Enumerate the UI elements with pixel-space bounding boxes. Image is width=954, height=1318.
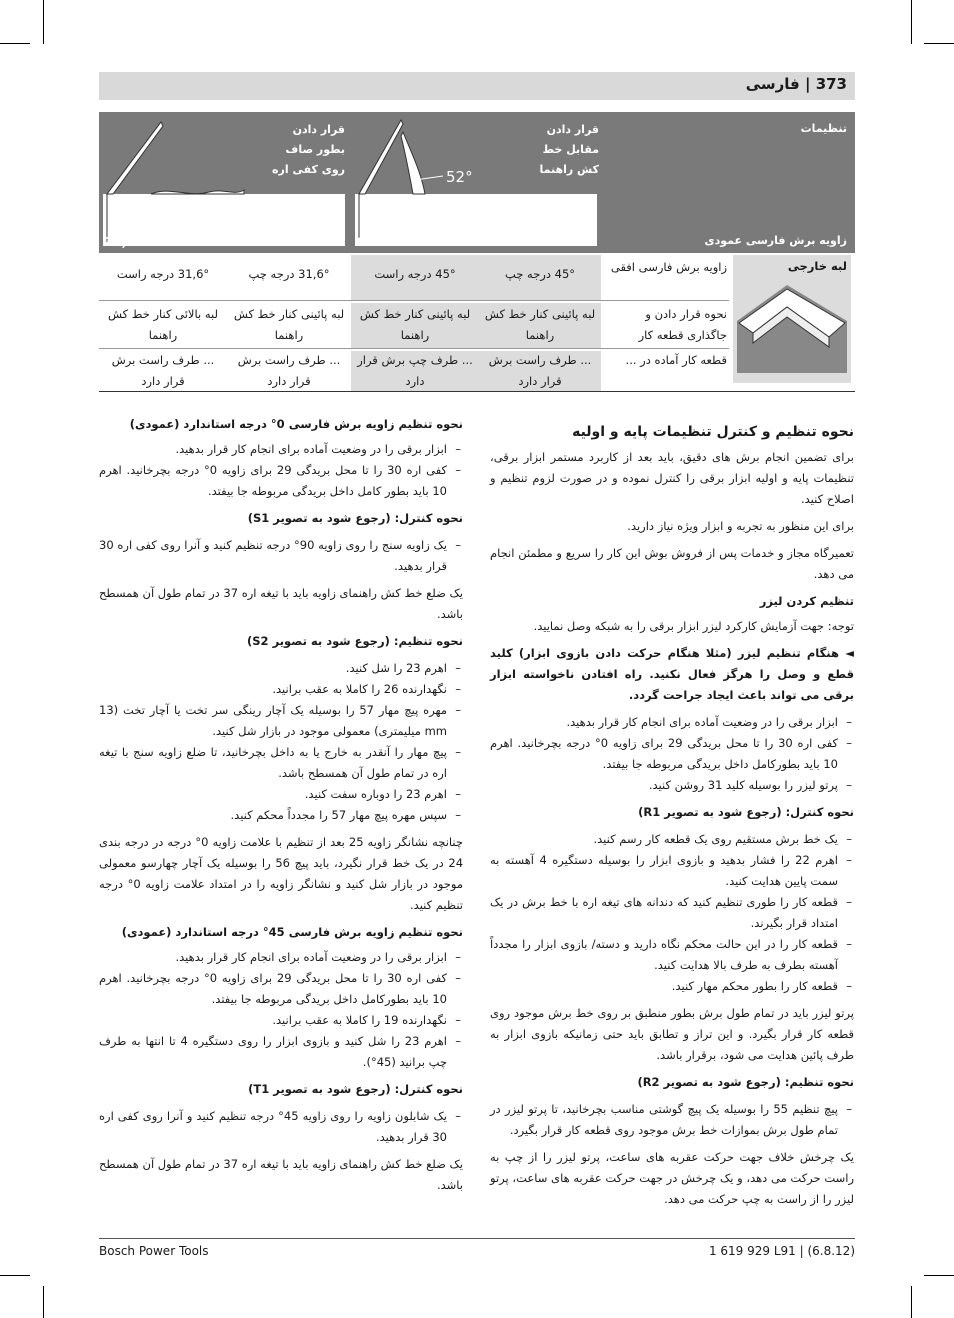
list-item: – اهرم 23 را شل کنید.: [99, 658, 447, 679]
list-item: – پرتو لیزر را بوسیله کلید 31 روشن کنید.: [490, 775, 838, 796]
note-paragraph: توجه: جهت آزمایش کارکرد لیزر ابزار برقی را به شبکه وصل نمایید.: [533, 619, 854, 633]
cell-placement-3: لبه پائینی کنار خط کش راهنما: [233, 307, 345, 342]
subheading: نحوه کنترل: (رجوع شود به تصویر T1): [248, 1082, 463, 1096]
subheading: نحوه تنظیم: (رجوع شود به تصویر S2): [247, 634, 463, 648]
section-title-laser: تنظیم کردن لیزر: [759, 594, 854, 608]
paragraph: برای این منظور به تجربه و ابزار ویژه نیاز دارید.: [627, 519, 854, 533]
outer-edge-label: لبه خارجی: [787, 259, 847, 273]
right-column: [490, 422, 854, 1216]
section-title-check-settings: نحوه تنظیم و کنترل تنظیمات پایه و اولیه: [572, 424, 854, 440]
figure-flat-label-line: روی کفی اره: [272, 163, 345, 176]
crop-mark: [911, 1286, 912, 1318]
paragraph: تعمیرگاه مجاز و خدمات پس از فروش بوش این کار را سریع و مطمئن انجام می دهد.: [490, 546, 854, 581]
crop-mark: [0, 43, 30, 44]
cell-31-right: 31,6° درجه راست: [116, 267, 210, 281]
left-column: [99, 414, 463, 1202]
subheading: نحوه تنظیم: (رجوع شود به تصویر R2): [637, 1075, 854, 1089]
list-item: – قطعه کار را در این حالت محکم نگاه دارید و دسته/ بازوی ابزار را مجدداً آهسته بطرف به طرف بالا هدایت کنید.: [490, 934, 838, 976]
paragraph: برای تضمین انجام برش های دقیق، باید بعد از کاربرد مستمر ابزار برقی، تنظیمات پایه و اولیه ابزار برقی را کنترل نموده و در صورت لزوم تنظیم و اصلاح کنید.: [490, 450, 854, 506]
crop-mark: [43, 1286, 44, 1318]
list-item: – اهرم 23 را شل کنید و بازوی ابزار را روی دستگیره 4 تا انتها به طرف چپ برانید (45°).: [99, 1031, 447, 1073]
list-item: – یک شابلون زاویه را روی زاویه 45° درجه تنظیم کنید و آنرا روی کفی اره 30 قرار بدهید.: [99, 1106, 447, 1148]
step-list: [99, 658, 463, 826]
footer-rule: [99, 1238, 855, 1239]
outer-edge-illustration: [733, 277, 851, 377]
figure-fence-label-line: مقابل خط: [542, 143, 599, 156]
list-item: – قطعه کار را طوری تنظیم کنید که دندانه های تیغه اره با خط برش در یک امتداد قرار بگیرند.: [490, 892, 838, 934]
list-item: – نگهدارنده 26 را کاملا به عقب برانید.: [99, 679, 447, 700]
figure-fence-label-line: قرار دادن: [546, 123, 599, 136]
row-horizontal-miter-label: زاویه برش فارسی افقی: [610, 260, 727, 274]
list-item: – پیچ تنظیم 55 را بوسیله یک پیچ گوشتی مناسب بچرخانید، تا پرتو لیزر در تمام طول برش بموازات خط برش موجود روی قطعه کار قرار بگیرد.: [490, 1099, 838, 1141]
warning-paragraph: ◄ هنگام تنظیم لیزر (مثلا هنگام حرکت دادن بازوی ابزار) کلید قطع و وصل را هرگز فعال نکنید. راه افتادن ناخواسته ابزار برقی می تواند باعث ایجاد جراحت گردد.: [490, 646, 854, 702]
cell-31-left: 31,6° درجه چپ: [248, 267, 330, 281]
figure-fence-deg: 0°: [357, 235, 372, 249]
cell-finished-3: ... طرف راست برش قرار دارد: [237, 353, 341, 388]
row-placement-label: نحوه قرار دادن و جاگذاری قطعه کار: [638, 307, 727, 342]
list-item: – اهرم 22 را فشار بدهید و بازوی ابزار را بوسیله دستگیره 4 آهسته به سمت پایین هدایت کنید.: [490, 850, 838, 892]
step-list: [490, 1099, 854, 1141]
figure-flat-angle: 33,9°: [105, 235, 141, 249]
figure-fence-label-line: کش راهنما: [539, 163, 599, 176]
step-list: [490, 829, 854, 997]
row-finished-label: قطعه کار آماده در ...: [625, 353, 727, 367]
cell-placement-2: لبه پائینی کنار خط کش راهنما: [359, 307, 471, 342]
step-list: [99, 439, 463, 502]
list-item: – سپس مهره پیچ مهار 57 را مجدداً محکم کنید.: [99, 805, 447, 826]
language-label: فارسی: [745, 75, 800, 93]
step-list: [99, 535, 463, 577]
section-title-45-degree: نحوه تنظیم زاویه برش فارسی 45° درجه استاندارد (عمودی): [121, 925, 463, 939]
crop-mark: [43, 0, 44, 44]
list-item: – ابزار برقی را در وضعیت آماده برای انجام کار قرار بدهید.: [99, 947, 447, 968]
row-divider: [99, 300, 729, 301]
crop-mark: [0, 1275, 30, 1276]
outer-edge-cell: [733, 255, 851, 383]
settings-header-label: تنظیمات: [800, 122, 847, 135]
list-item: – پیچ مهار را آنقدر به خارج یا به داخل بچرخانید، تا ضلع زاویه سنج با تیغه اره در تمام طول آن همسطح باشد.: [99, 742, 447, 784]
list-item: – یک خط برش مستقیم روی یک قطعه کار رسم کنید.: [490, 829, 838, 850]
footer-doc-number: 1 619 929 L91 | (6.8.12): [708, 1244, 855, 1258]
list-item: – نگهدارنده 19 را کاملا به عقب برانید.: [99, 1010, 447, 1031]
cell-finished-1: ... طرف راست برش قرار دارد: [488, 353, 592, 388]
figure-fence-label: [519, 120, 599, 180]
step-list: [99, 1106, 463, 1148]
vertical-miter-label: زاویه برش فارسی عمودی: [704, 234, 847, 247]
figure-flat-label-line: بطور صاف: [285, 143, 345, 156]
page-number-line: 373 | فارسی: [745, 75, 847, 93]
cell-placement-4: لبه بالائی کنار خط کش راهنما: [108, 307, 218, 342]
list-item: – قطعه کار را بطور محکم مهار کنید.: [490, 976, 838, 997]
section-title-0-degree: نحوه تنظیم زاویه برش فارسی 0° درجه استاندارد (عمودی): [129, 417, 463, 431]
row-divider: [99, 348, 729, 349]
figure-flat-label: [269, 120, 345, 180]
step-list: [99, 947, 463, 1073]
crop-mark: [911, 0, 912, 44]
list-item: – کفی اره 30 را تا محل بریدگی 29 برای زاویه 0° درجه بچرخانید. اهرم 10 باید بطورکامل داخل بریدگی مربوطه جا بیفتد.: [490, 733, 838, 775]
figure-flat-label-line: قرار دادن: [292, 123, 345, 136]
page-header: [99, 72, 855, 100]
list-item: – ابزار برقی را در وضعیت آماده برای انجام کار قرار بدهید.: [490, 712, 838, 733]
table-bottom-rule: [99, 391, 855, 392]
paragraph: یک ضلع خط کش راهنمای زاویه باید با تیغه اره 37 در تمام طول آن همسطح باشد.: [99, 586, 464, 621]
page-number: 373: [815, 75, 847, 93]
paragraph: یک ضلع خط کش راهنمای زاویه باید با تیغه اره 37 در تمام طول آن همسطح باشد.: [99, 1157, 464, 1192]
crop-mark: [924, 43, 954, 44]
figure-row: [99, 112, 855, 253]
cell-45-left: 45° درجه چپ: [504, 267, 576, 281]
list-item: – یک زاویه سنج را روی زاویه 90° درجه تنظیم کنید و آنرا روی کفی اره 30 قرار بدهید.: [99, 535, 447, 577]
list-item: – ابزار برقی را در وضعیت آماده برای انجام کار قرار بدهید.: [99, 439, 447, 460]
paragraph: یک چرخش خلاف جهت حرکت عقربه های ساعت، پرتو لیزر را از چپ به راست حرکت می دهد، و یک چرخش در جهت حرکت عقربه های ساعت، پرتو لیزر را از راست به چپ حرکت می دهد.: [490, 1150, 854, 1206]
cell-placement-1: لبه پائینی کنار خط کش راهنما: [484, 307, 596, 342]
cell-45-right: 45° درجه راست: [374, 267, 456, 281]
cell-finished-4: ... طرف راست برش قرار دارد: [111, 353, 215, 388]
footer-brand: Bosch Power Tools: [99, 1244, 209, 1258]
cell-finished-2: ... طرف چپ برش قرار دارد: [357, 353, 473, 388]
paragraph: پرتو لیزر باید در تمام طول برش بطور منطبق بر روی خط برش موجود روی قطعه کار قرار بگیرد. و این تراز و تطابق باید حتی زمانیکه بازوی ابزار به طرف پائین هدایت می شود، برقرار باشد.: [490, 1006, 854, 1062]
subheading: نحوه کنترل: (رجوع شود به تصویر S1): [247, 511, 463, 525]
list-item: – اهرم 23 را دوباره سفت کنید.: [99, 784, 447, 805]
figure-fence-angle: 52°: [446, 168, 473, 186]
subheading: نحوه کنترل: (رجوع شود به تصویر R1): [638, 805, 854, 819]
list-item: – مهره پیچ مهار 57 را بوسیله یک آچار رینگی سر تخت یا آچار تخت (13 mm میلیمتری) معمولی موجود در بازار شل کنید.: [99, 700, 447, 742]
crop-mark: [924, 1275, 954, 1276]
paragraph: چنانچه نشانگر زاویه 25 بعد از تنظیم با علامت زاویه 0° درجه در درجه بندی 24 در یک خط قرار نگیرد، باید پیچ 56 را بوسیله یک آچار چهارسو معمولی موجود در بازار شل کنید و نشانگر زاویه را در امتداد علامت زاویه 0° درجه تنظیم کنید.: [99, 835, 464, 912]
list-item: – کفی اره 30 را تا محل بریدگی 29 برای زاویه 0° درجه بچرخانید. اهرم 10 باید بطور کامل داخل بریدگی مربوطه جا بیفتد.: [99, 460, 447, 502]
step-list: [490, 712, 854, 796]
list-item: – کفی اره 30 را تا محل بریدگی 29 برای زاویه 0° درجه بچرخانید. اهرم 10 باید بطورکامل داخل بریدگی مربوطه جا بیفتد.: [99, 968, 447, 1010]
